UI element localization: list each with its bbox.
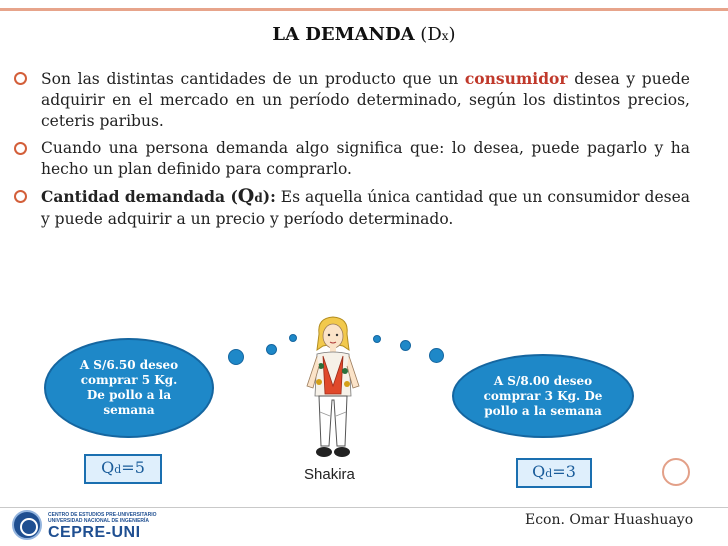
highlight-consumidor: consumidor <box>464 69 568 88</box>
bullet-icon <box>14 72 27 85</box>
thought-dot <box>400 340 411 351</box>
cepre-uni-logo <box>12 510 172 542</box>
bullet-icon <box>14 142 27 155</box>
slide-title <box>0 24 728 45</box>
left-thought-cloud <box>44 338 214 438</box>
right-cloud-text: A S/8.00 deseo comprar 3 Kg. De pollo a la semana <box>483 373 603 418</box>
person-caption: Shakira <box>304 466 355 483</box>
thought-dot <box>228 349 244 365</box>
left-cloud-text: A S/6.50 deseo comprar 5 Kg. De pollo a la semana <box>79 358 179 417</box>
bullet-icon <box>14 190 27 203</box>
bullet-item-meaning: Cuando una persona demanda algo significa que: lo desea, puede pagarlo y ha hecho un plan definido para comprarlo. <box>14 138 690 180</box>
logo-name: CEPRE-UNI <box>48 524 141 541</box>
title-main: LA DEMANDA <box>272 24 415 45</box>
decorative-circle-icon <box>662 458 690 486</box>
shakira-figure-icon <box>303 316 363 464</box>
bullet-item-definition: Son las distintas cantidades de un producto que un consumidor desea y puede adquirir en el mercado en un período determinado, según los distintos precios, ceteris paribus. <box>14 68 690 132</box>
right-quantity-box: Qd=3 <box>516 458 592 488</box>
bullet-item-quantity: Cantidad demandada (Qd): Es aquella única cantidad que un consumidor desea y puede adquirir a un precio y período determinado. <box>14 186 690 230</box>
logo-small-text: CENTRO DE ESTUDIOS PRE-UNIVERSITARIO UNIVERSIDAD NACIONAL DE INGENIERÍA <box>48 512 157 524</box>
thought-dot <box>373 335 381 343</box>
footer-divider <box>0 507 728 508</box>
thought-dot <box>266 344 277 355</box>
bullet-list <box>14 68 690 236</box>
author-name: Econ. Omar Huashuayo <box>525 512 694 528</box>
thought-dot <box>429 348 444 363</box>
right-thought-cloud <box>452 354 634 438</box>
thought-dot <box>289 334 297 342</box>
top-accent-line <box>0 8 728 11</box>
left-quantity-box: Qd=5 <box>84 454 162 484</box>
title-sub: (Dx) <box>420 24 456 45</box>
university-emblem-icon <box>12 510 42 540</box>
